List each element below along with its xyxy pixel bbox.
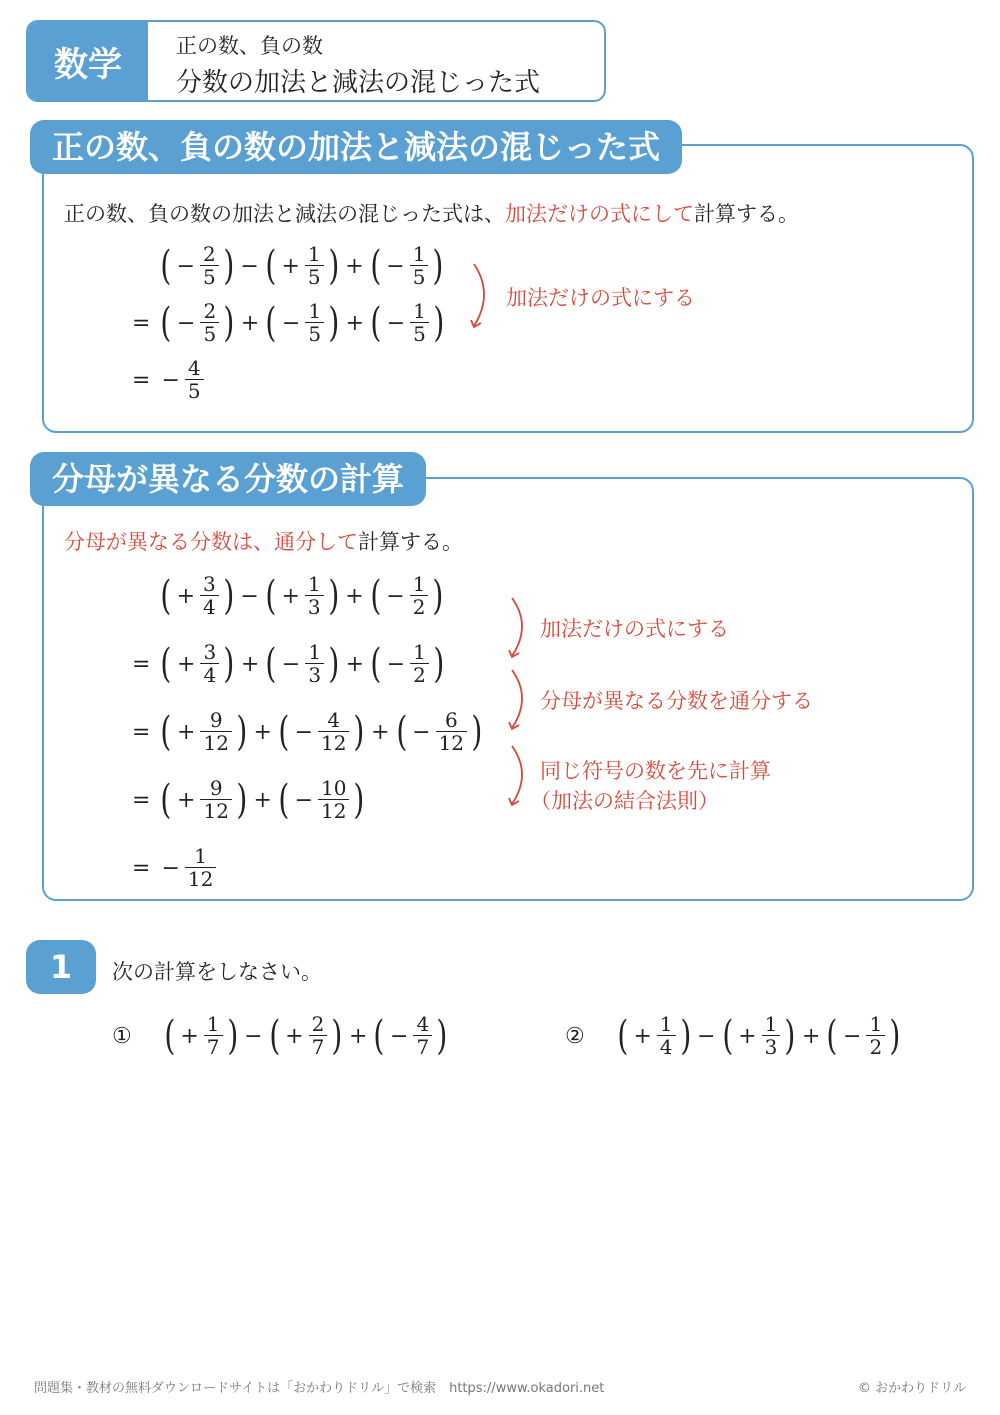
operator: + — [345, 253, 364, 279]
equals-sign: = — [132, 719, 151, 745]
numerator: 4 — [187, 356, 201, 380]
fraction — [200, 710, 231, 754]
right-paren: ) — [331, 1013, 343, 1059]
expression-row — [132, 846, 218, 890]
intro-highlight: 分母が異なる分数は、通分して — [64, 530, 358, 554]
denominator: 12 — [318, 731, 349, 754]
fraction — [200, 301, 219, 345]
fraction — [200, 778, 231, 822]
right-paren: ) — [471, 709, 483, 755]
fraction — [318, 778, 349, 822]
equals-sign: = — [132, 367, 151, 393]
right-paren: ) — [223, 243, 235, 289]
sign: + — [285, 1023, 304, 1049]
expression-row — [158, 574, 446, 618]
right-paren: ) — [433, 300, 445, 346]
denominator: 7 — [413, 1035, 432, 1058]
sign: + — [738, 1023, 757, 1049]
left-paren: ( — [370, 300, 382, 346]
section2-intro — [64, 526, 463, 556]
left-paren: ( — [278, 777, 290, 823]
section2-annotation-2: 分母が異なる分数を通分する — [540, 689, 813, 713]
right-paren: ) — [679, 1013, 691, 1059]
left-paren: ( — [160, 709, 172, 755]
fraction — [318, 710, 349, 754]
subject-label: 数学 — [28, 22, 148, 100]
equals-sign: = — [132, 651, 151, 677]
right-paren: ) — [433, 641, 445, 687]
left-paren: ( — [617, 1013, 629, 1059]
section2-annotation-4: （加法の結合法則） — [530, 789, 719, 813]
header-topic: 正の数、負の数 — [176, 34, 323, 58]
fraction — [866, 1014, 885, 1058]
annotation-arrow — [466, 260, 496, 332]
numerator: 1 — [659, 1012, 673, 1036]
intro-text-end: 計算する。 — [694, 202, 799, 226]
operator: − — [244, 1023, 263, 1049]
numerator: 1 — [206, 1012, 220, 1036]
sign: − — [386, 583, 405, 609]
sign: − — [177, 310, 196, 336]
left-paren: ( — [265, 641, 277, 687]
numerator: 1 — [412, 242, 426, 266]
fraction — [436, 710, 467, 754]
fraction — [200, 574, 219, 618]
right-paren: ) — [436, 1013, 448, 1059]
problem-instruction: 次の計算をしなさい。 — [112, 960, 322, 984]
numerator: 9 — [209, 708, 223, 732]
operator: + — [345, 310, 365, 336]
equals-sign: = — [132, 855, 151, 881]
denominator: 2 — [410, 595, 429, 618]
denominator: 12 — [318, 799, 349, 822]
sign: + — [180, 1023, 199, 1049]
operator: + — [253, 787, 272, 813]
fraction — [305, 574, 324, 618]
sign: − — [386, 253, 405, 279]
sign: − — [161, 855, 180, 881]
problem-item — [565, 1014, 903, 1058]
section1-title: 正の数、負の数の加法と減法の混じった式 — [30, 120, 682, 174]
right-paren: ) — [236, 777, 248, 823]
left-paren: ( — [164, 1013, 176, 1059]
left-paren: ( — [160, 243, 172, 289]
denominator: 2 — [866, 1035, 885, 1058]
numerator: 3 — [203, 572, 216, 596]
right-paren: ) — [353, 709, 365, 755]
operator: + — [240, 310, 260, 336]
numerator: 1 — [413, 299, 426, 323]
numerator: 2 — [311, 1012, 325, 1036]
denominator: 7 — [204, 1035, 223, 1058]
denominator: 12 — [200, 799, 231, 822]
fraction — [410, 642, 429, 686]
numerator: 1 — [764, 1012, 778, 1036]
right-paren: ) — [223, 300, 235, 346]
operator: − — [697, 1023, 716, 1049]
left-paren: ( — [721, 1013, 733, 1059]
left-paren: ( — [160, 777, 172, 823]
left-paren: ( — [369, 573, 381, 619]
right-paren: ) — [226, 1013, 238, 1059]
expression-row — [158, 244, 446, 288]
fraction — [305, 244, 324, 288]
denominator: 5 — [305, 265, 324, 288]
numerator: 1 — [412, 572, 426, 596]
denominator: 12 — [185, 867, 216, 890]
fraction — [657, 1014, 676, 1058]
section1-intro — [64, 198, 799, 228]
numerator: 1 — [194, 844, 207, 868]
sign: − — [176, 253, 196, 279]
fraction — [305, 301, 324, 345]
fraction — [762, 1014, 781, 1058]
right-paren: ) — [223, 641, 235, 687]
sign: − — [294, 787, 314, 813]
header-box — [26, 20, 606, 102]
right-paren: ) — [328, 300, 340, 346]
sign: − — [386, 310, 406, 336]
sign: − — [390, 1023, 409, 1049]
denominator: 5 — [200, 322, 219, 345]
denominator: 4 — [657, 1035, 676, 1058]
sign: − — [843, 1023, 862, 1049]
fraction — [200, 642, 219, 686]
equals-sign: = — [132, 310, 151, 336]
denominator: 3 — [762, 1035, 781, 1058]
right-paren: ) — [327, 243, 339, 289]
operator: − — [240, 583, 259, 609]
expression-row — [132, 710, 485, 754]
left-paren: ( — [160, 641, 172, 687]
fraction — [410, 301, 429, 345]
fraction — [410, 244, 429, 288]
section2-annotation-1: 加法だけの式にする — [540, 617, 729, 641]
numerator: 1 — [869, 1012, 883, 1036]
denominator: 5 — [185, 379, 204, 402]
fraction — [309, 1014, 328, 1058]
denominator: 3 — [305, 663, 324, 686]
footer-left: 問題集・教材の無料ダウンロードサイトは「おかわりドリル」で検索 https://www.okadori.net — [34, 1381, 605, 1396]
operator: − — [240, 253, 259, 279]
denominator: 3 — [305, 595, 324, 618]
sign: − — [281, 310, 301, 336]
left-paren: ( — [369, 243, 381, 289]
sign: + — [177, 651, 196, 677]
denominator: 2 — [410, 663, 429, 686]
left-paren: ( — [160, 573, 172, 619]
expression-row — [132, 301, 446, 345]
left-paren: ( — [265, 243, 277, 289]
left-paren: ( — [268, 1013, 280, 1059]
sign: − — [161, 367, 180, 393]
numerator: 1 — [308, 299, 322, 323]
denominator: 5 — [305, 322, 324, 345]
numerator: 1 — [307, 572, 321, 596]
numerator: 9 — [209, 776, 223, 800]
operator: + — [371, 719, 390, 745]
numerator: 1 — [413, 640, 426, 664]
operator: + — [345, 651, 365, 677]
operator: + — [348, 1023, 368, 1049]
sign: + — [176, 583, 196, 609]
sign: − — [386, 651, 406, 677]
right-paren: ) — [353, 777, 365, 823]
left-paren: ( — [370, 641, 382, 687]
numerator: 4 — [416, 1012, 430, 1036]
expression-row — [132, 358, 206, 402]
numerator: 4 — [327, 708, 341, 732]
sign: − — [281, 651, 301, 677]
fraction — [185, 846, 216, 890]
left-paren: ( — [265, 573, 277, 619]
operator: + — [253, 719, 272, 745]
left-paren: ( — [826, 1013, 838, 1059]
section2-title: 分母が異なる分数の計算 — [30, 452, 426, 506]
denominator: 12 — [436, 731, 467, 754]
right-paren: ) — [327, 573, 339, 619]
section2-annotation-3: 同じ符号の数を先に計算 — [540, 759, 771, 783]
annotation-arrow — [504, 594, 534, 662]
sign: + — [281, 253, 300, 279]
right-paren: ) — [223, 573, 235, 619]
denominator: 5 — [410, 322, 429, 345]
problem-number: 1 — [26, 940, 96, 994]
fraction — [413, 1014, 432, 1058]
problem-label: ② — [565, 1023, 585, 1049]
fraction — [200, 244, 219, 288]
fraction — [204, 1014, 223, 1058]
sign: − — [294, 719, 314, 745]
sign: + — [281, 583, 300, 609]
denominator: 4 — [200, 595, 219, 618]
problem-label: ① — [112, 1023, 132, 1049]
right-paren: ) — [328, 641, 340, 687]
left-paren: ( — [160, 300, 172, 346]
denominator: 5 — [410, 265, 429, 288]
fraction — [185, 358, 204, 402]
left-paren: ( — [395, 709, 407, 755]
denominator: 4 — [200, 663, 219, 686]
problem-item — [112, 1014, 450, 1058]
sign: − — [412, 719, 431, 745]
right-paren: ) — [432, 573, 444, 619]
operator: + — [801, 1023, 821, 1049]
numerator: 2 — [203, 299, 217, 323]
left-paren: ( — [265, 300, 277, 346]
expression-row — [132, 642, 446, 686]
equals-sign: = — [132, 787, 151, 813]
numerator: 2 — [203, 242, 216, 266]
expression-row — [132, 778, 367, 822]
right-paren: ) — [236, 709, 248, 755]
annotation-arrow — [504, 666, 534, 734]
denominator: 12 — [200, 731, 231, 754]
numerator: 6 — [444, 708, 458, 732]
numerator: 3 — [203, 640, 217, 664]
fraction — [305, 642, 324, 686]
footer-right: © おかわりドリル — [858, 1381, 967, 1396]
sign: + — [177, 719, 196, 745]
numerator: 10 — [321, 776, 347, 800]
numerator: 1 — [308, 640, 322, 664]
intro-highlight: 加法だけの式にして — [505, 202, 694, 226]
numerator: 1 — [307, 242, 321, 266]
operator: + — [345, 583, 364, 609]
right-paren: ) — [784, 1013, 796, 1059]
intro-text-end: 計算する。 — [358, 530, 463, 554]
sign: + — [177, 787, 196, 813]
intro-text: 正の数、負の数の加法と減法の混じった式は、 — [64, 202, 505, 226]
fraction — [410, 574, 429, 618]
sign: + — [633, 1023, 652, 1049]
operator: + — [240, 651, 260, 677]
denominator: 5 — [200, 265, 219, 288]
header-title: 分数の加法と減法の混じった式 — [176, 68, 541, 98]
left-paren: ( — [373, 1013, 385, 1059]
right-paren: ) — [889, 1013, 901, 1059]
left-paren: ( — [278, 709, 290, 755]
section1-annotation: 加法だけの式にする — [506, 286, 695, 310]
denominator: 7 — [309, 1035, 328, 1058]
right-paren: ) — [432, 243, 444, 289]
